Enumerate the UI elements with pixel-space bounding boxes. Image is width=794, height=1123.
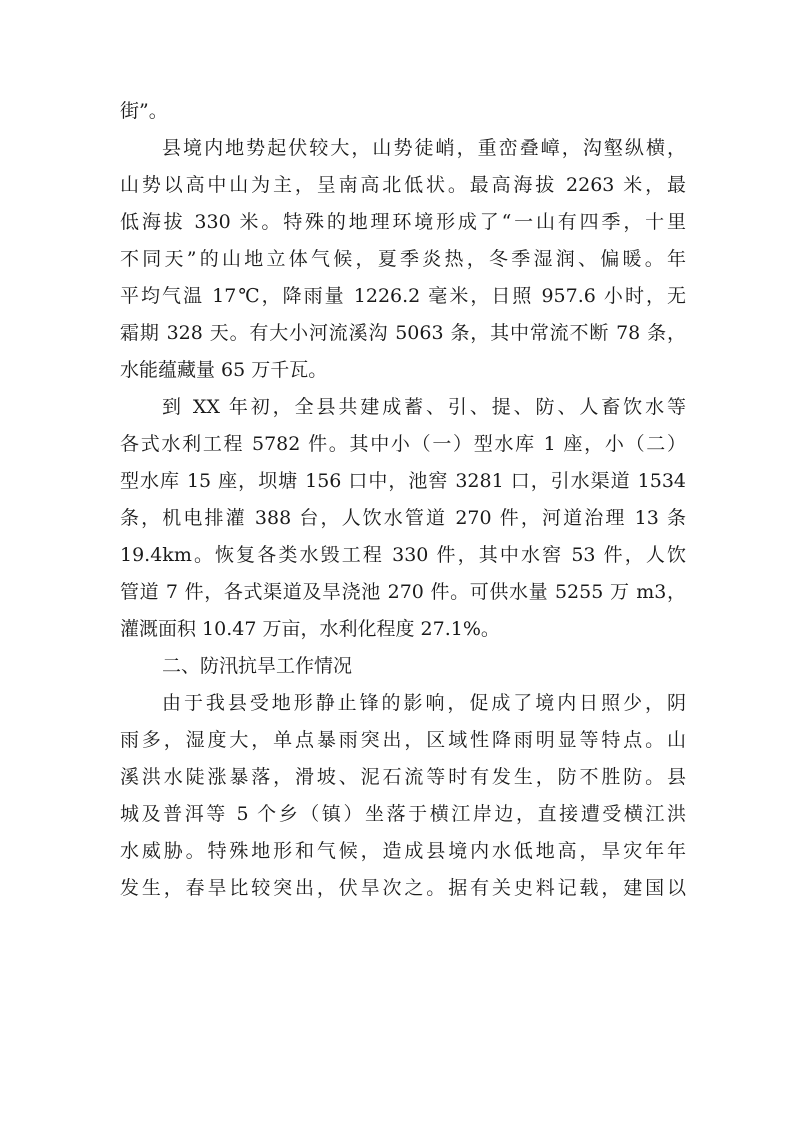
text-line: 各式水利工程 5782 件。其中小（一）型水库 1 座，小（二） [120,433,686,455]
paragraph-start-line: 由于我县受地形静止锋的影响，促成了境内日照少，阴 [162,692,686,714]
text-line: 发生，春旱比较突出，伏旱次之。据有关史料记载，建国以 [120,877,686,899]
text-line: 街”。 [120,100,168,122]
text-line: 溪洪水陡涨暴落，滑坡、泥石流等时有发生，防不胜防。县 [120,766,686,788]
paragraph-start-line: 县境内地势起伏较大，山势徒峭，重峦叠嶂，沟壑纵横， [162,137,686,159]
text-line: 城及普洱等 5 个乡（镇）坐落于横江岸边，直接遭受横江洪 [120,803,686,825]
text-line: 19.4km。恢复各类水毁工程 330 件，其中水窖 53 件，人饮 [120,544,686,566]
text-line: 山势以高中山为主，呈南高北低状。最高海拔 2263 米，最 [120,174,686,196]
text-line: 条，机电排灌 388 台，人饮水管道 270 件，河道治理 13 条 [120,507,686,529]
text-line: 型水库 15 座，坝塘 156 口中，池窖 3281 口，引水渠道 1534 [120,470,686,492]
text-line: 霜期 328 天。有大小河流溪沟 5063 条，其中常流不断 78 条， [120,322,686,344]
document-page [120,93,686,907]
text-line: 不同天”的山地立体气候，夏季炎热，冬季湿润、偏暖。年 [120,248,686,270]
text-line: 低海拔 330 米。特殊的地理环境形成了“一山有四季，十里 [120,211,686,233]
text-line: 管道 7 件，各式渠道及旱浇池 270 件。可供水量 5255 万 m3， [120,581,686,603]
paragraph-end-line: 水能蕴藏量 65 万千瓦。 [120,359,328,381]
text-line: 平均气温 17℃，降雨量 1226.2 毫米，日照 957.6 小时，无 [120,285,686,307]
paragraph-start-line: 到 XX 年初，全县共建成蓄、引、提、防、人畜饮水等 [162,396,686,418]
text-line: 水威胁。特殊地形和气候，造成县境内水低地高，旱灾年年 [120,840,686,862]
section-heading: 二、防汛抗旱工作情况 [162,655,353,677]
paragraph-end-line: 灌溉面积 10.47 万亩，水利化程度 27.1%。 [120,618,500,640]
text-line: 雨多，湿度大，单点暴雨突出，区域性降雨明显等特点。山 [120,729,686,751]
